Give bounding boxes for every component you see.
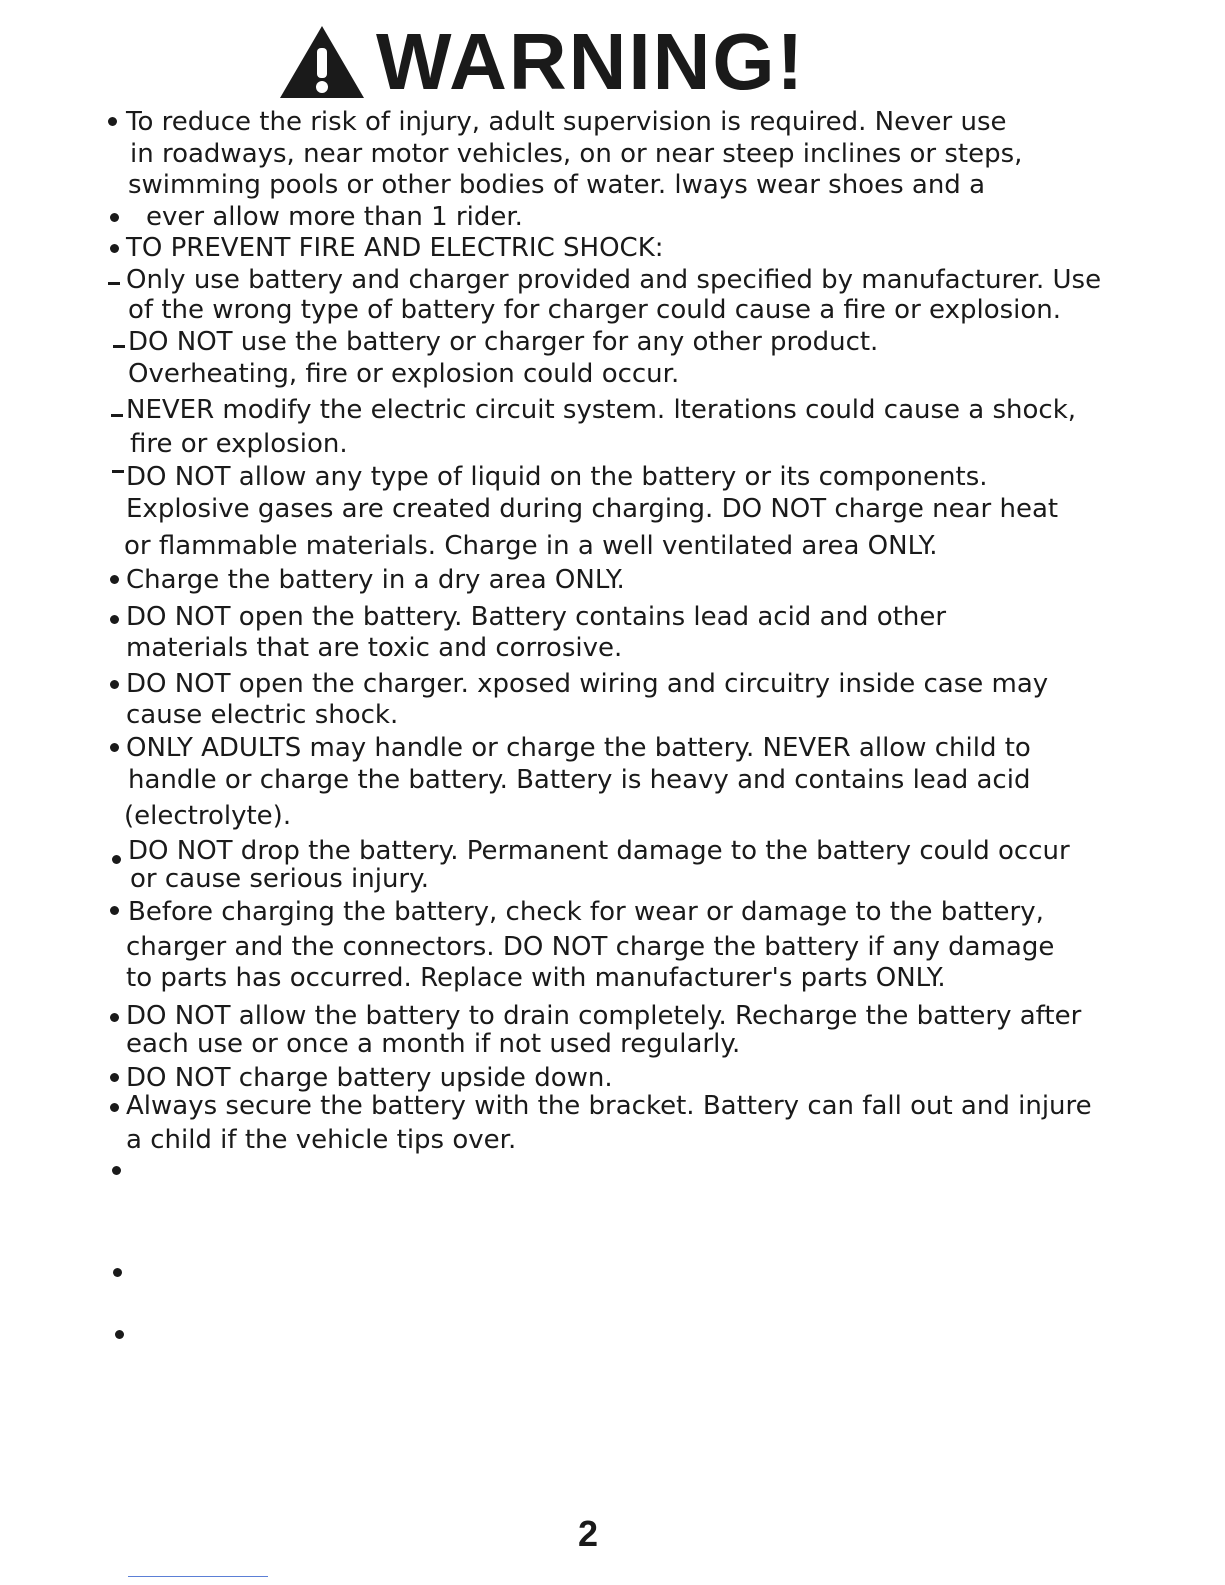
text-line: DO NOT drop the battery. Permanent damage to the battery could occur — [128, 836, 1070, 866]
bullet — [108, 117, 117, 126]
text-line: TO PREVENT FIRE AND ELECTRIC SHOCK: — [126, 233, 664, 263]
text-line: Explosive gases are created during charging. DO NOT charge near heat — [126, 494, 1059, 524]
text-line: or cause serious injury. — [130, 864, 430, 894]
bullet — [110, 906, 119, 915]
text-line: to parts has occurred. Replace with manufacturer's parts ONLY. — [126, 963, 946, 993]
text-line: each use or once a month if not used regularly. — [126, 1029, 741, 1059]
text-line: in roadways, near motor vehicles, on or near steep inclines or steps, — [130, 139, 1023, 169]
warning-heading — [278, 17, 806, 106]
text-line: DO NOT allow the battery to drain completely. Recharge the battery after — [126, 1001, 1082, 1031]
text-line: DO NOT allow any type of liquid on the battery or its components. — [126, 462, 988, 492]
text-line: charger and the connectors. DO NOT charge the battery if any damage — [126, 932, 1055, 962]
footer-rule — [128, 1576, 268, 1577]
bullet — [110, 575, 119, 584]
text-line: Charge the battery in a dry area ONLY. — [126, 565, 625, 595]
text-line: swimming pools or other bodies of water. lways wear shoes and a — [128, 170, 986, 200]
text-line: Overheating, fire or explosion could occur. — [128, 359, 680, 389]
bullet — [110, 743, 119, 752]
bullet — [110, 213, 119, 222]
text-line: Always secure the battery with the bracket. Battery can fall out and injure — [126, 1091, 1092, 1121]
text-line: ever allow more than 1 rider. — [146, 202, 523, 232]
text-line: NEVER modify the electric circuit system. lterations could cause a shock, — [126, 395, 1077, 425]
dash — [112, 470, 124, 473]
bullet — [110, 1073, 119, 1082]
text-line: DO NOT charge battery upside down. — [126, 1063, 613, 1093]
dash — [113, 345, 125, 348]
bullet — [115, 1330, 124, 1339]
bullet — [112, 855, 121, 864]
text-line: a child if the vehicle tips over. — [126, 1125, 517, 1155]
dash — [111, 414, 123, 417]
bullet — [110, 680, 119, 689]
bullet — [113, 1268, 122, 1277]
bullet — [110, 244, 119, 253]
text-line: (electrolyte). — [124, 801, 292, 831]
text-line: DO NOT open the battery. Battery contains lead acid and other — [126, 602, 947, 632]
text-line: To reduce the risk of injury, adult supervision is required. Never use — [126, 107, 1007, 137]
text-line: materials that are toxic and corrosive. — [126, 633, 623, 663]
dash — [108, 282, 120, 285]
page-number: 2 — [578, 1513, 599, 1554]
text-line: DO NOT use the battery or charger for any other product. — [128, 327, 879, 357]
text-line: ONLY ADULTS may handle or charge the battery. NEVER allow child to — [126, 733, 1031, 763]
text-line: of the wrong type of battery for charger could cause a fire or explosion. — [128, 295, 1062, 325]
bullet — [110, 1103, 119, 1112]
bullet — [110, 1013, 119, 1022]
text-line: or flammable materials. Charge in a well ventilated area ONLY. — [124, 531, 938, 561]
warning-title: WARNING! — [376, 17, 806, 106]
text-line: Before charging the battery, check for wear or damage to the battery, — [128, 897, 1044, 927]
text-line: Only use battery and charger provided and specified by manufacturer. Use — [126, 265, 1102, 295]
text-line: handle or charge the battery. Battery is heavy and contains lead acid — [128, 765, 1031, 795]
text-line: cause electric shock. — [126, 700, 399, 730]
text-line: fire or explosion. — [130, 429, 348, 459]
bullet — [112, 1166, 121, 1175]
warning-triangle-icon — [278, 24, 366, 100]
text-line: DO NOT open the charger. xposed wiring and circuitry inside case may — [126, 669, 1049, 699]
bullet — [110, 615, 119, 624]
